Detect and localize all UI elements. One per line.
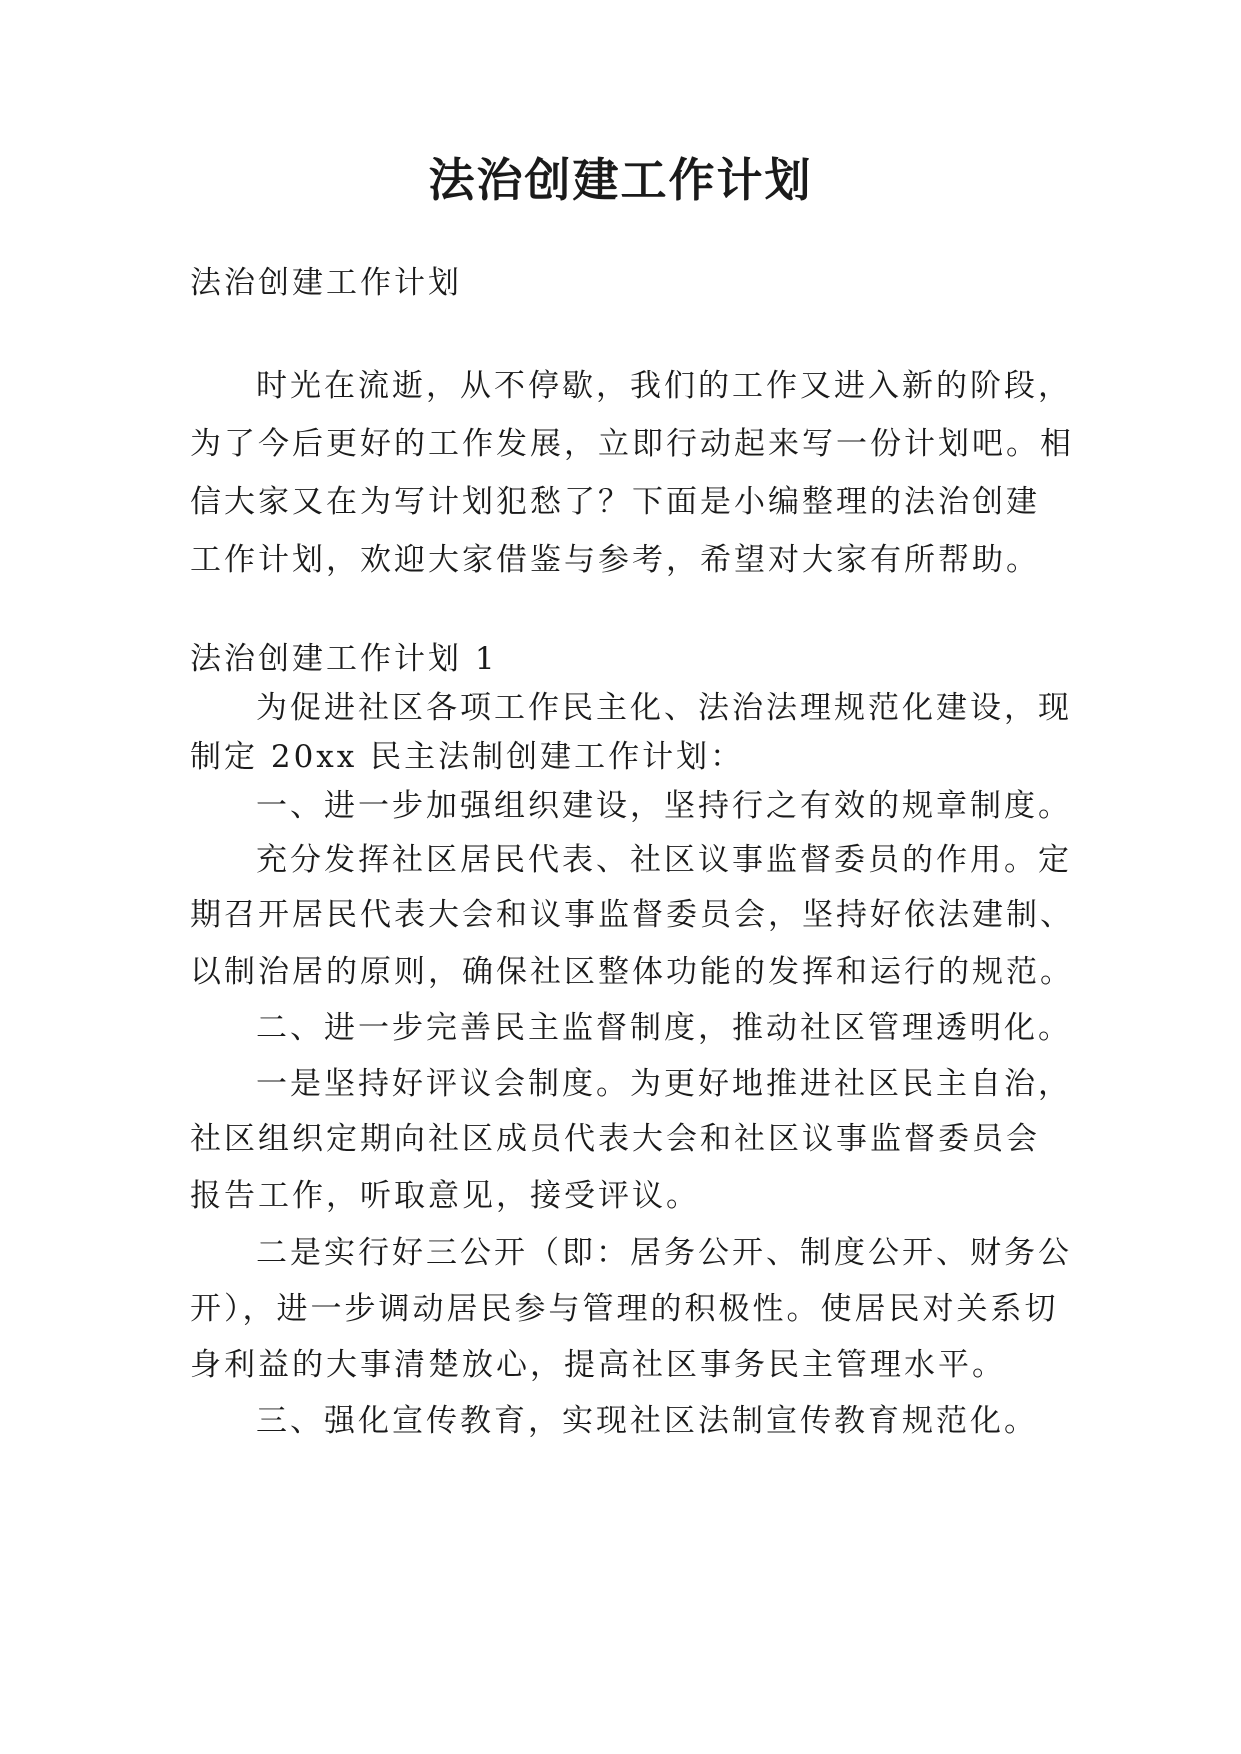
intro-line: 时光在流逝，从不停歇，我们的工作又进入新的阶段， (256, 368, 1072, 404)
body-line: 开），进一步调动居民参与管理的积极性。使居民对关系切 (190, 1291, 1059, 1327)
intro-line: 为了今后更好的工作发展，立即行动起来写一份计划吧。相 (190, 426, 1074, 462)
body-line: 充分发挥社区居民代表、社区议事监督委员的作用。定 (256, 842, 1072, 878)
body-line: 身利益的大事清楚放心，提高社区事务民主管理水平。 (190, 1347, 1006, 1383)
section-heading: 法治创建工作计划 1 (190, 641, 498, 677)
body-line: 为促进社区各项工作民主化、法治法理规范化建设，现 (256, 690, 1072, 726)
body-line: 期召开居民代表大会和议事监督委员会，坚持好依法建制、 (190, 897, 1074, 933)
body-line: 以制治居的原则，确保社区整体功能的发挥和运行的规范。 (190, 954, 1074, 990)
document-title: 法治创建工作计划 (428, 153, 813, 207)
body-line: 二、进一步完善民主监督制度，推动社区管理透明化。 (256, 1010, 1072, 1046)
body-line: 二是实行好三公开（即：居务公开、制度公开、财务公 (256, 1235, 1072, 1271)
body-line: 报告工作，听取意见，接受评议。 (190, 1178, 700, 1214)
body-line: 制定 20xx 民主法制创建工作计划： (190, 739, 745, 775)
body-line: 一是坚持好评议会制度。为更好地推进社区民主自治， (256, 1066, 1072, 1102)
body-line: 三、强化宣传教育，实现社区法制宣传教育规范化。 (256, 1403, 1038, 1439)
intro-line: 信大家又在为写计划犯愁了？下面是小编整理的法治创建 (190, 484, 1040, 520)
body-line: 一、进一步加强组织建设，坚持行之有效的规章制度。 (256, 788, 1072, 824)
body-line: 社区组织定期向社区成员代表大会和社区议事监督委员会 (190, 1121, 1040, 1157)
document-subtitle: 法治创建工作计划 (190, 265, 462, 301)
intro-line: 工作计划，欢迎大家借鉴与参考，希望对大家有所帮助。 (190, 542, 1040, 578)
